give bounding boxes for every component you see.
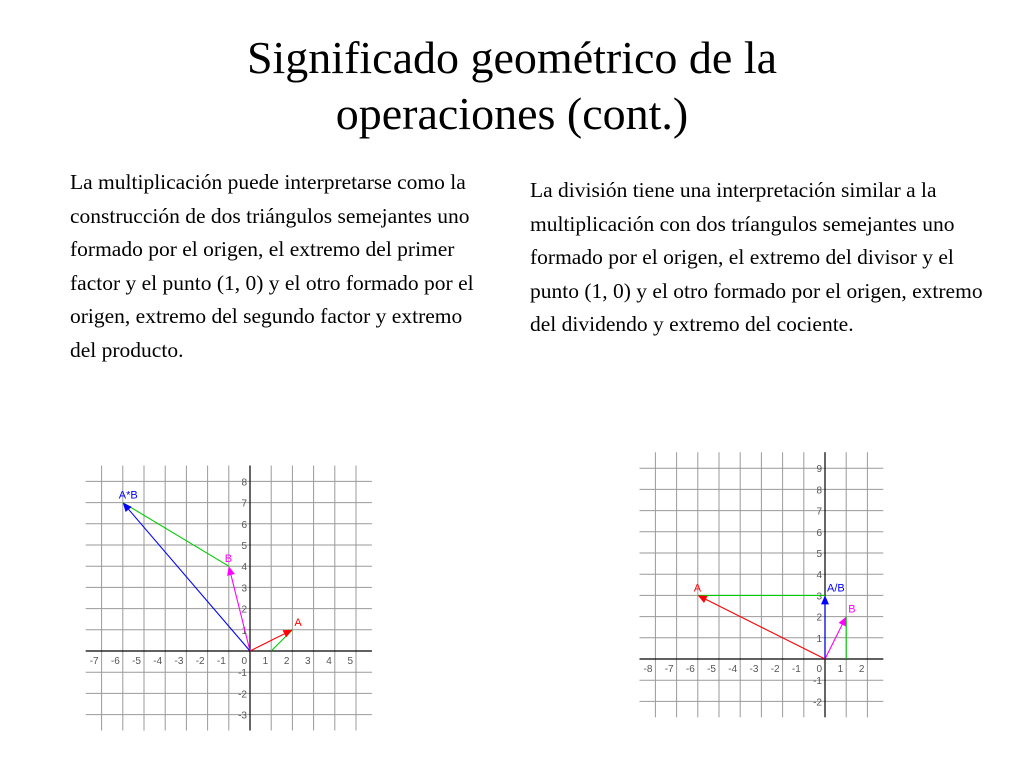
y-tick-label: 1 [816, 633, 822, 645]
x-tick-label: -5 [707, 664, 716, 675]
y-tick-label: 6 [816, 527, 822, 539]
x-tick-label: -7 [89, 656, 99, 667]
y-tick-label: -3 [238, 710, 247, 722]
x-tick-label: -3 [174, 656, 184, 667]
y-tick-label: 5 [241, 541, 247, 552]
x-tick-label: -6 [685, 664, 695, 675]
y-tick-label: 4 [241, 562, 247, 574]
slide-title [0, 30, 1024, 142]
x-tick-label: 1 [837, 664, 844, 675]
x-tick-label: -4 [728, 664, 738, 675]
x-tick-label: 0 [241, 656, 247, 667]
y-tick-label: -1 [813, 676, 822, 688]
y-tick-label: -2 [238, 689, 247, 701]
y-tick-label: 2 [241, 604, 247, 616]
y-tick-label: 7 [816, 506, 822, 518]
x-tick-label: 0 [816, 664, 822, 675]
x-tick-label: -2 [195, 656, 205, 667]
vector-arrowhead [821, 595, 829, 604]
x-tick-label: 2 [858, 664, 865, 675]
x-tick-label: -1 [216, 656, 226, 667]
title-line-2: operaciones (cont.) [335, 88, 689, 139]
vector-arrowhead [227, 566, 235, 576]
x-tick-label: 3 [305, 656, 311, 667]
y-tick-label: 6 [241, 519, 247, 531]
graph-multiplication [89, 470, 370, 735]
y-tick-label: 3 [816, 591, 822, 603]
graph-division [640, 448, 890, 720]
x-tick-label: -1 [791, 664, 801, 675]
triangle-segment [123, 503, 229, 567]
vector-label: B [848, 603, 856, 616]
x-tick-label: -2 [770, 664, 780, 675]
y-tick-label: 7 [241, 498, 247, 510]
y-tick-label: 3 [241, 583, 247, 595]
vector-label: B [224, 553, 233, 566]
x-tick-label: -7 [664, 664, 674, 675]
vector-line [706, 599, 825, 659]
vector-label: A [693, 582, 702, 595]
y-tick-label: 5 [816, 549, 822, 560]
y-tick-label: -2 [813, 697, 822, 709]
vector-line [825, 625, 842, 659]
x-tick-label: -3 [749, 664, 759, 675]
x-tick-label: 5 [347, 656, 353, 667]
title-line-1: Significado geométrico de la [246, 32, 778, 83]
vector-label: A/B [827, 582, 845, 595]
y-tick-label: 1 [241, 625, 247, 637]
paragraph-division: La división tiene una interpretación similar a la multiplicación con dos tríangulos semejantes uno formado por el origen, el extremo del divisor y el punto (1, 0) y el otro formado por el origen, extremo del dividendo y extremo del cociente. [530, 178, 983, 336]
x-tick-label: -6 [110, 656, 120, 667]
paragraph-multiplication: La multiplicación puede interpretarse como la construcción de dos triángulos semejantes uno formado por el origen, el extremo del primer factor y el punto (1, 0) y el otro formado por el origen, extremo del segundo factor y extremo del producto. [70, 170, 474, 362]
x-tick-label: 2 [283, 656, 290, 667]
x-tick-label: -8 [643, 664, 653, 675]
y-tick-label: 9 [816, 464, 822, 476]
x-tick-label: 1 [262, 656, 269, 667]
y-tick-label: 8 [241, 477, 247, 489]
y-tick-label: 4 [816, 570, 822, 582]
y-tick-label: -1 [238, 668, 247, 680]
x-tick-label: -4 [153, 656, 163, 667]
y-tick-label: 2 [816, 612, 822, 624]
x-tick-label: 4 [326, 656, 332, 667]
vector-label: A*B [118, 489, 138, 502]
vector-label: A [294, 616, 302, 629]
x-tick-label: -5 [132, 656, 141, 667]
y-tick-label: 8 [816, 485, 822, 497]
